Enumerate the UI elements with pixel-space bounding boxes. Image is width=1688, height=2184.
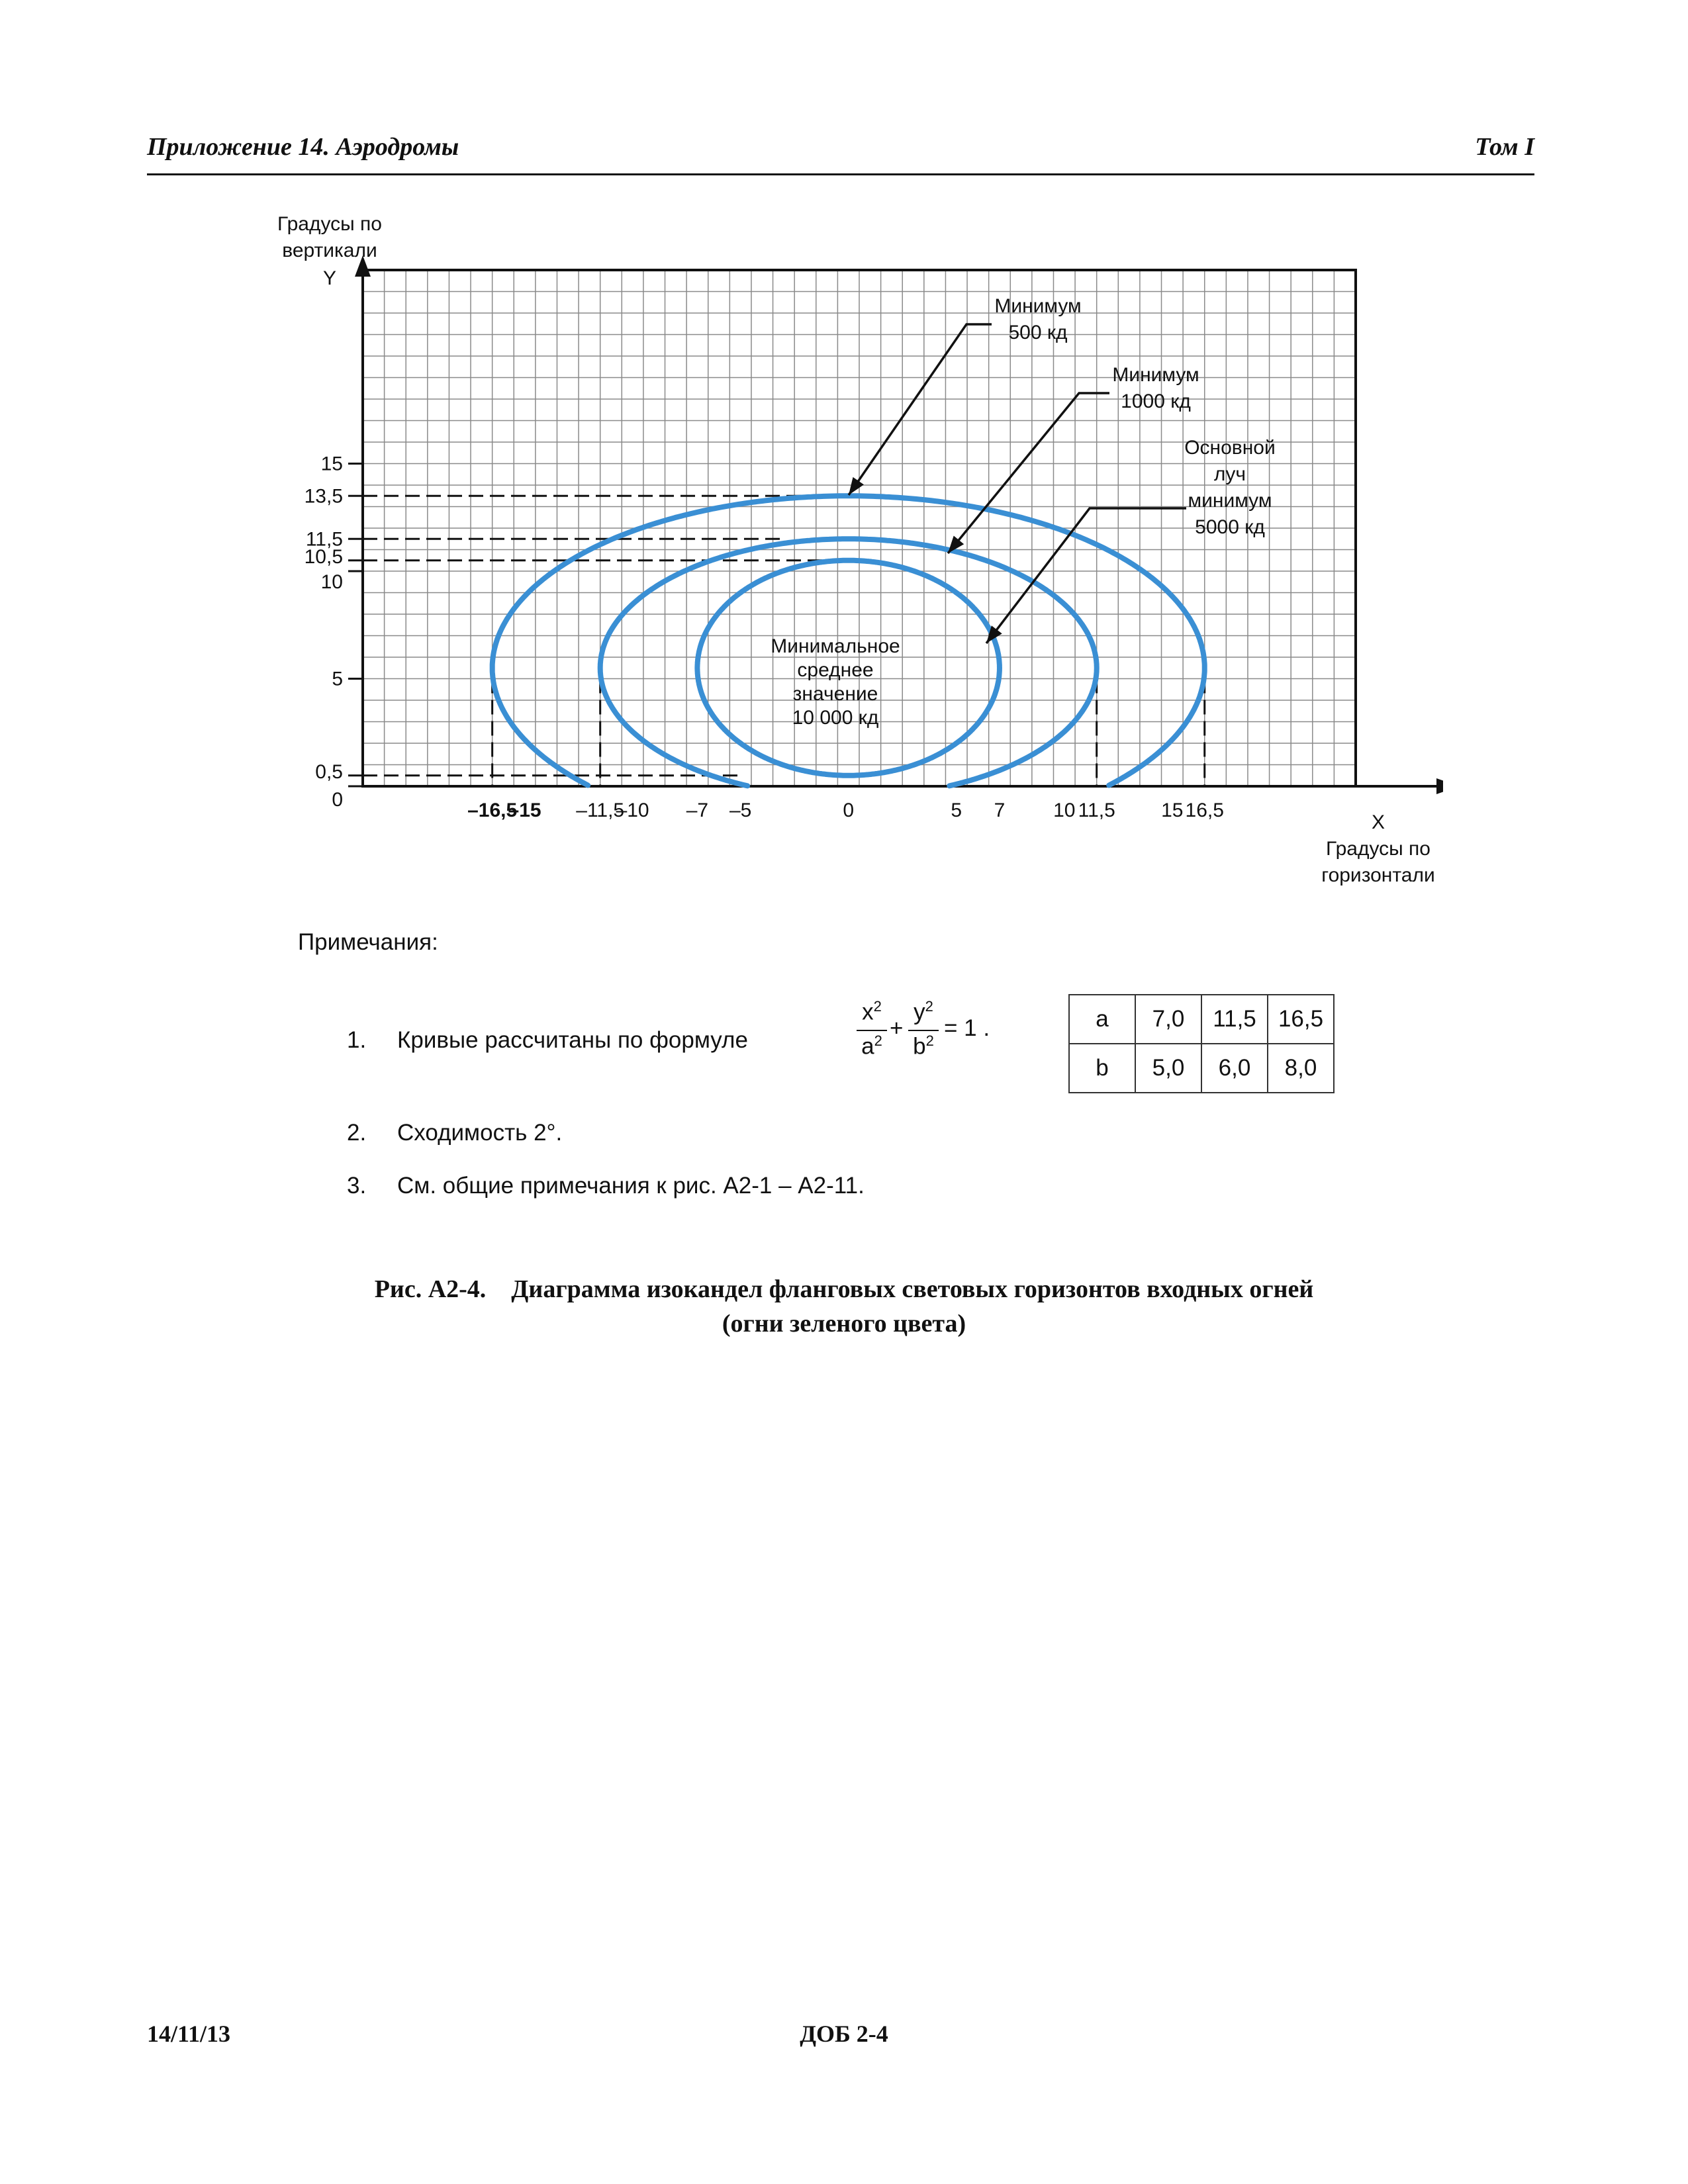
y-axis-title-line1: Градусы по — [277, 213, 382, 235]
header-rule — [147, 173, 1534, 175]
x-tick-label: 16,5 — [1185, 799, 1224, 821]
y-axis-title-line2: вертикали — [282, 240, 377, 261]
table-cell: 7,0 — [1135, 995, 1201, 1044]
table-cell: 6,0 — [1201, 1044, 1268, 1093]
note-3-text: См. общие примечания к рис. А2-1 – А2-11. — [397, 1173, 865, 1199]
formula-exp-x: 2 — [873, 998, 882, 1015]
label-main-beam-line3: минимум — [1188, 490, 1272, 512]
table-cell: a — [1069, 995, 1135, 1044]
label-center-line2: среднее — [797, 659, 874, 681]
annotations — [771, 295, 1276, 729]
x-tick-label: –11,5 — [576, 799, 625, 821]
y-tick-label: 0 — [332, 789, 343, 811]
y-tick-label: 13,5 — [304, 485, 343, 508]
x-tick-label: –5 — [729, 799, 752, 821]
figure-caption-line2: (огни зеленого цвета) — [722, 1310, 966, 1338]
x-axis-title-line1: Градусы по — [1326, 838, 1430, 860]
header-right: Том I — [1475, 133, 1534, 161]
figure-caption-line1: Рис. А2-4. Диаграмма изокандел фланговых световых горизонтов входных огней — [374, 1275, 1314, 1303]
leader-min1000 — [948, 393, 1109, 553]
label-min500-line1: Минимум — [994, 295, 1082, 317]
table-cell: 11,5 — [1201, 995, 1268, 1044]
notes-title: Примечания: — [298, 929, 438, 955]
x-tick-label: 15 — [1161, 799, 1184, 821]
x-axis-letter: X — [1371, 811, 1385, 833]
formula-b: b — [913, 1033, 926, 1060]
note-3-number: 3. — [347, 1173, 367, 1199]
label-main-beam-line4: 5000 кд — [1195, 516, 1265, 538]
label-center-line4: 10 000 кд — [792, 707, 879, 729]
formula-exp-b: 2 — [925, 1032, 934, 1049]
note-1-number: 1. — [347, 1027, 367, 1053]
y-tick-label: 10 — [320, 571, 343, 593]
label-min500-line2: 500 кд — [1008, 322, 1068, 343]
y-tick-label: 10,5 — [304, 545, 343, 568]
table-cell: 5,0 — [1135, 1044, 1201, 1093]
x-tick-label: 10 — [1053, 799, 1076, 821]
label-min1000-line1: Минимум — [1112, 364, 1199, 386]
isocandela-diagram — [252, 199, 1443, 900]
fraction-bar-y — [908, 1030, 939, 1031]
header-left: Приложение 14. Аэродромы — [147, 133, 459, 161]
note-2-number: 2. — [347, 1120, 367, 1146]
x-tick-label: –10 — [616, 799, 649, 821]
note-2-text: Сходимость 2°. — [397, 1120, 563, 1146]
table-row-a — [1069, 995, 1334, 1044]
x-tick-label: –15 — [508, 799, 541, 821]
y-tick-label: 0,5 — [315, 760, 343, 783]
label-center-line3: значение — [792, 683, 878, 705]
table-row-b — [1069, 1044, 1334, 1093]
formula-exp-y: 2 — [925, 998, 933, 1015]
fraction-bar-x — [857, 1030, 887, 1031]
footer-page-number: ДОБ 2-4 — [800, 2021, 888, 2047]
y-tick-label: 11,5 — [305, 528, 343, 551]
table-cell: b — [1069, 1044, 1135, 1093]
label-center-line1: Минимальное — [771, 635, 900, 657]
formula — [854, 998, 1013, 1077]
y-axis-letter: Y — [322, 267, 337, 289]
formula-a: a — [861, 1033, 874, 1060]
label-main-beam-line1: Основной — [1184, 437, 1276, 459]
x-axis-title-line2: горизонтали — [1321, 864, 1435, 886]
x-tick-label: –7 — [686, 799, 709, 821]
footer-date: 14/11/13 — [147, 2021, 231, 2047]
coefficients-table — [1068, 994, 1335, 1093]
leader-min500-head-icon — [849, 477, 864, 495]
label-min1000-line2: 1000 кд — [1121, 390, 1191, 412]
formula-rhs: = 1 . — [944, 1015, 990, 1041]
formula-x: x — [862, 999, 874, 1025]
label-main-beam-line2: луч — [1213, 463, 1246, 485]
x-tick-label: 7 — [994, 799, 1006, 821]
axes — [355, 255, 1443, 794]
leader-min500 — [849, 324, 992, 495]
formula-y: y — [914, 999, 925, 1025]
table-cell: 16,5 — [1268, 995, 1334, 1044]
x-tick-label: –16,5 — [467, 799, 518, 821]
y-tick-label: 15 — [320, 453, 343, 475]
formula-exp-a: 2 — [874, 1032, 882, 1049]
formula-plus: + — [890, 1015, 904, 1041]
table-cell: 8,0 — [1268, 1044, 1334, 1093]
note-1-text: Кривые рассчитаны по формуле — [397, 1027, 748, 1053]
y-tick-label: 5 — [332, 668, 343, 690]
x-axis-arrow-icon — [1436, 778, 1443, 794]
x-tick-label: 11,5 — [1078, 799, 1115, 821]
x-tick-label: 5 — [951, 799, 962, 821]
x-tick-label: 0 — [843, 799, 855, 821]
